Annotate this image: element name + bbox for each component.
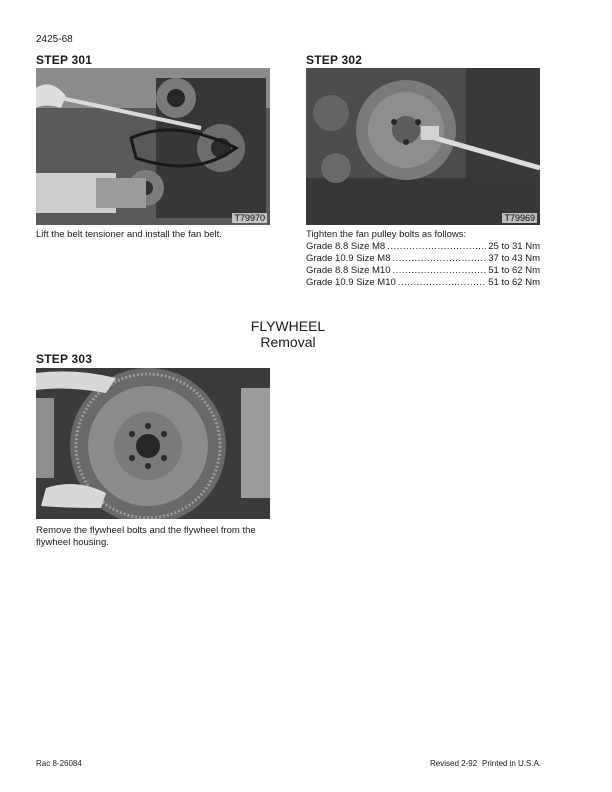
footer-printed: Printed in U.S.A. [482,759,542,768]
spec-row [306,241,540,253]
step-301-photo [36,68,270,225]
step-301-caption: Lift the belt tensioner and install the fan belt. [36,229,222,240]
spec-row [306,253,540,265]
step-302-photo [306,68,540,225]
figure-id-t79970: T79970 [234,213,265,223]
section-title: FLYWHEEL [250,318,326,334]
torque-spec-table [306,241,540,289]
leader-dots [398,277,486,289]
spec-value: 51 to 62 Nm [488,277,540,288]
leader-dots [393,253,487,265]
spec-value: 25 to 31 Nm [488,241,540,252]
spec-label: Grade 8.8 Size M10 [306,265,391,276]
spec-row [306,265,540,277]
step-301-title: STEP 301 [36,53,93,67]
spec-label: Grade 10.9 Size M10 [306,277,396,288]
spec-label: Grade 8.8 Size M8 [306,241,386,252]
spec-label: Grade 10.9 Size M8 [306,253,391,264]
footer-doc-number: Rac 8-26084 [36,759,82,768]
step-303-caption: Remove the flywheel bolts and the flywheel from the flywheel housing. [36,525,256,548]
step-302-caption: Tighten the fan pulley bolts as follows: [306,229,467,240]
spec-row [306,277,540,289]
step-303-photo [36,368,270,519]
footer-revised: Revised 2-92 [430,759,478,768]
step-302-title: STEP 302 [306,53,363,67]
leader-dots [387,241,486,253]
spec-value: 37 to 43 Nm [488,253,540,264]
spec-value: 51 to 62 Nm [488,265,540,276]
section-subtitle: Removal [260,334,316,350]
page-number: 2425-68 [36,34,73,45]
leader-dots [393,265,487,277]
figure-id-t79969: T79969 [504,213,535,223]
step-303-title: STEP 303 [36,352,93,366]
